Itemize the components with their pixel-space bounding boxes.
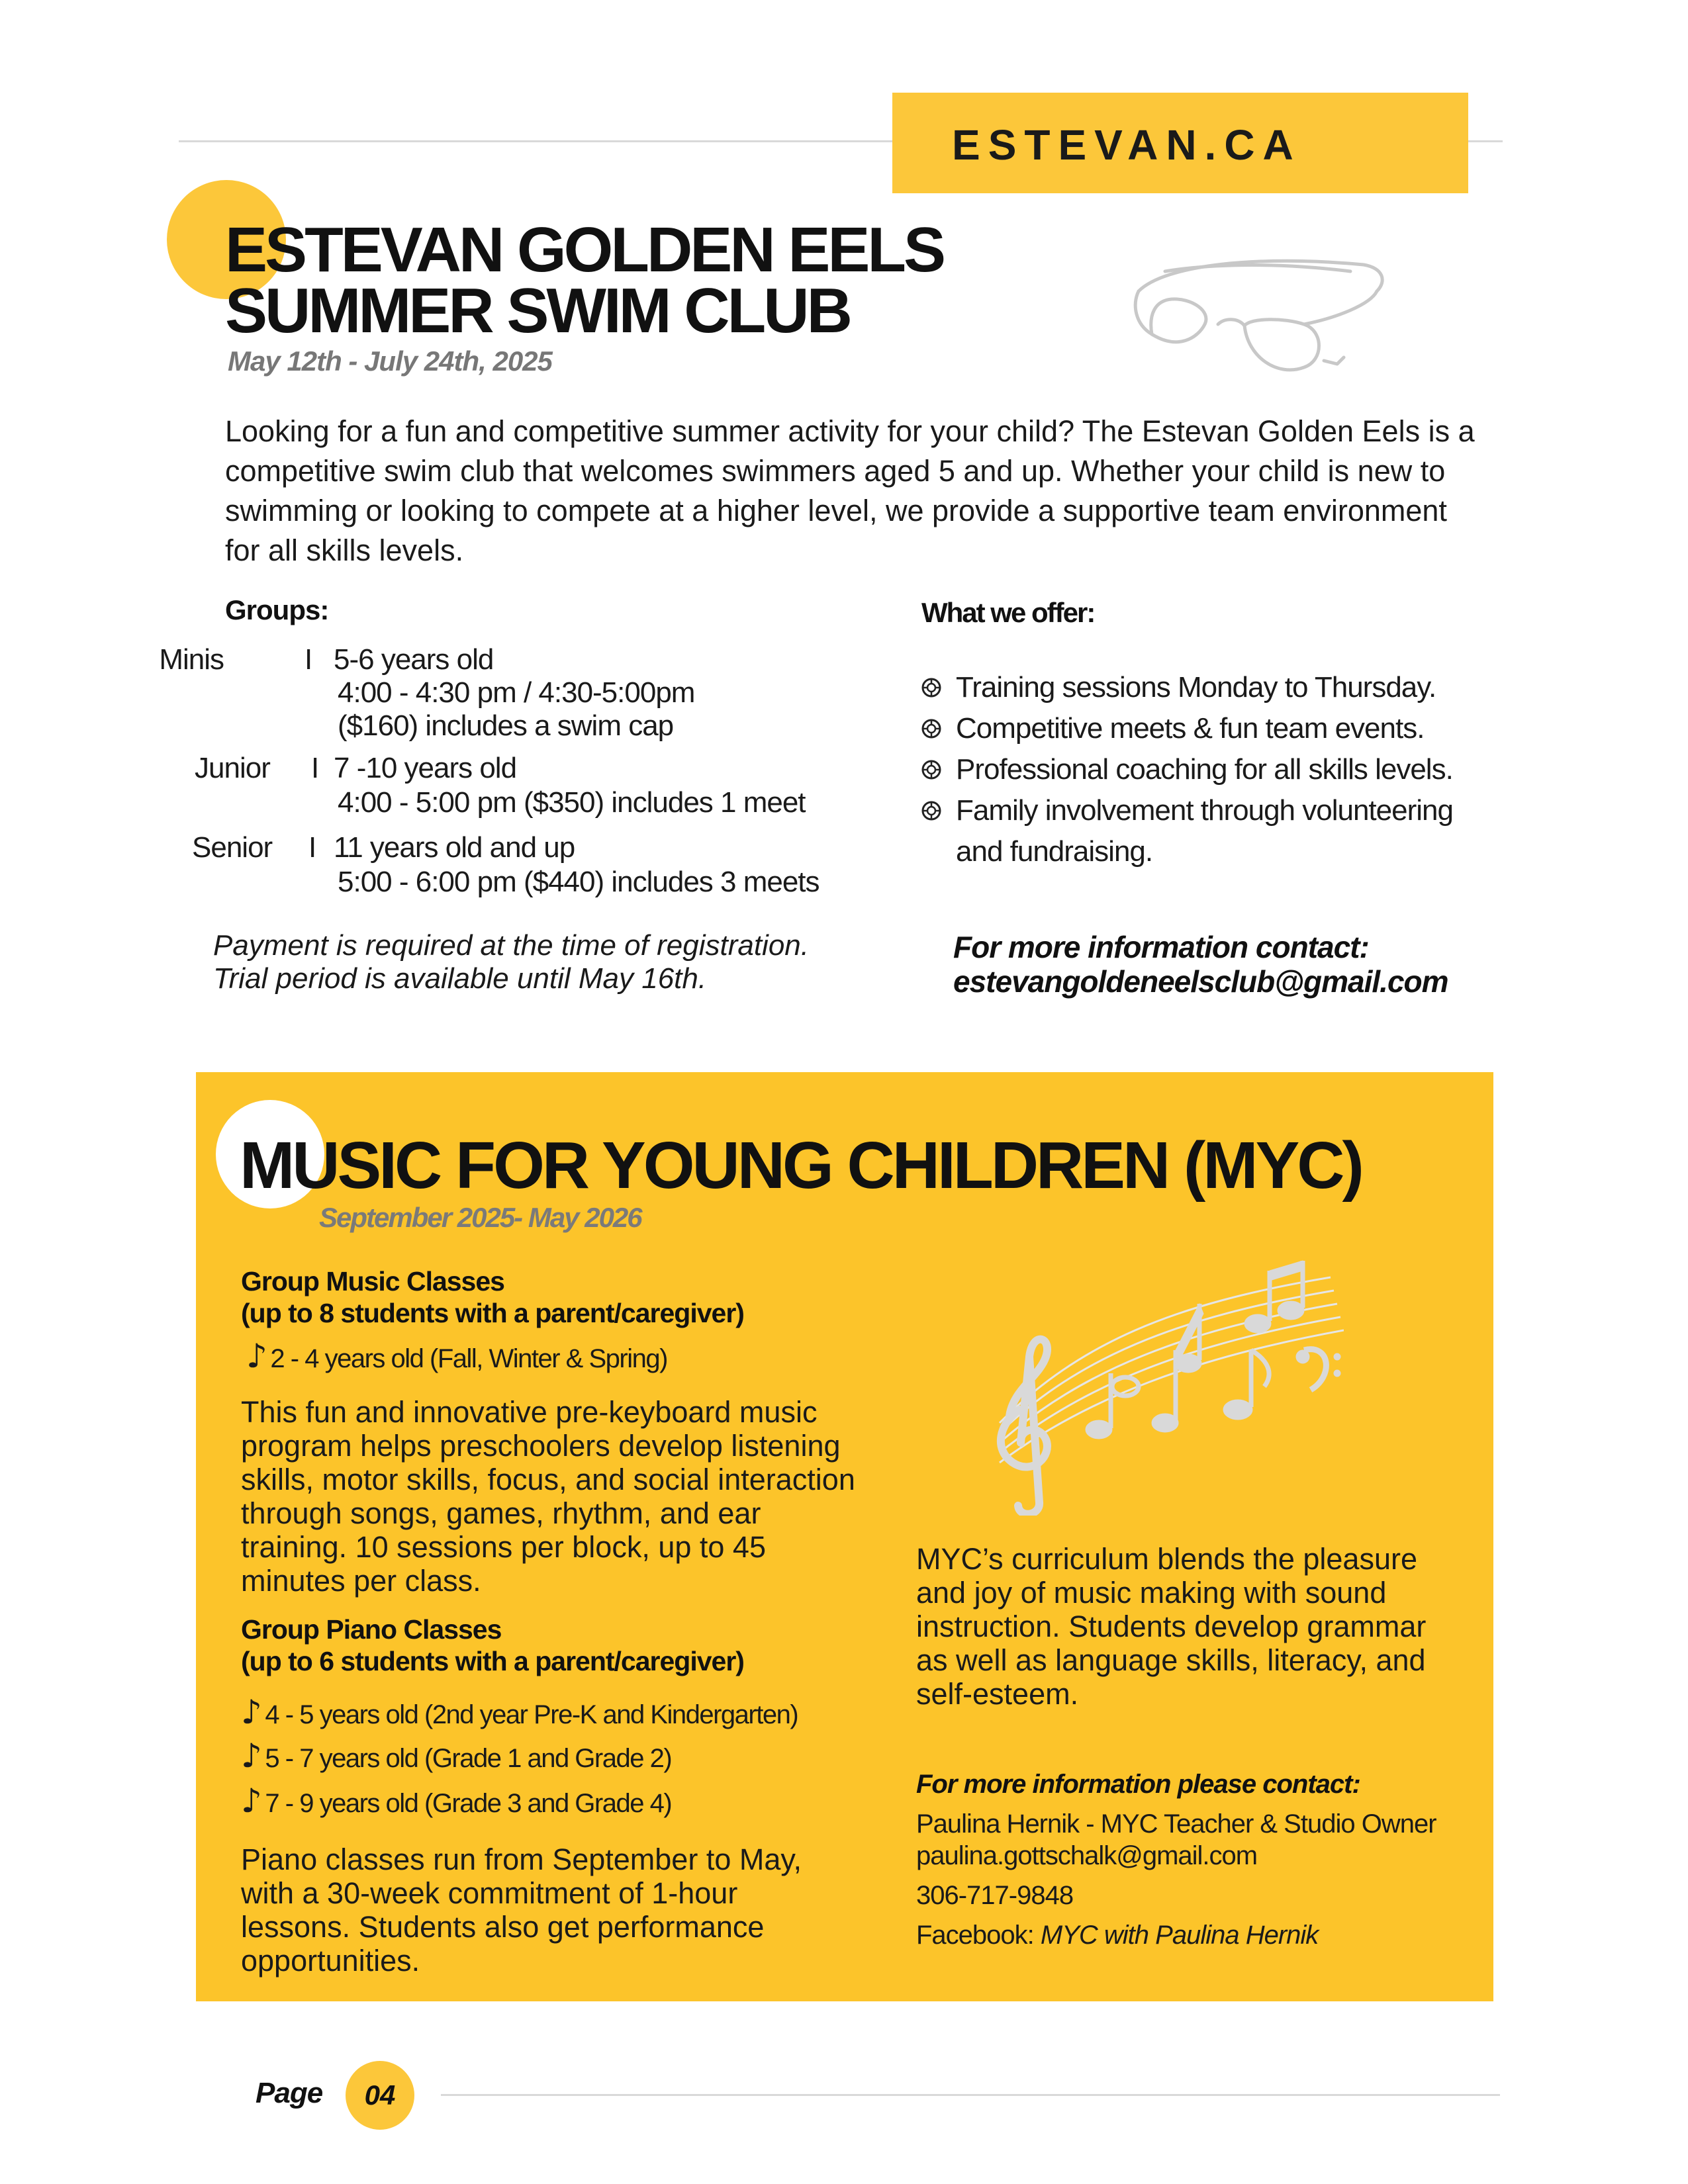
offer-bullet-icon — [920, 676, 943, 699]
group-music-description: This fun and innovative pre-keyboard music program helps preschoolers develop listening skills, motor skills, focus, and social interaction through songs, games, rhythm, and ear training. 10 sessions per block, up to 45 minutes per class. — [241, 1395, 855, 1598]
group-name: Minis — [159, 643, 224, 676]
group-age: 7 -10 years old — [334, 752, 517, 784]
group-separator: I — [305, 643, 313, 676]
payment-note — [213, 929, 809, 995]
group-music-heading — [241, 1265, 744, 1329]
group-piano-age — [241, 1693, 798, 1731]
offer-text: Training sessions Monday to Thursday. — [956, 671, 1436, 704]
group-music-age-text: 2 - 4 years old (Fall, Winter & Spring) — [270, 1344, 667, 1373]
offer-text: Professional coaching for all skills levels. — [956, 753, 1453, 786]
eighth-note-icon: ♪ — [246, 1337, 267, 1375]
group-piano-description: Piano classes run from September to May, with a 30-week commitment of 1-hour lessons. Students also get performance opportunities. — [241, 1843, 802, 1978]
group-piano-heading-line: Group Piano Classes — [241, 1614, 502, 1645]
group-age: 11 years old and up — [334, 831, 575, 864]
group-separator: I — [308, 831, 317, 864]
myc-facebook — [916, 1921, 1318, 1950]
payment-note-line: Payment is required at the time of registration. — [213, 929, 809, 962]
offer-bullet-icon — [920, 758, 943, 781]
group-separator: I — [311, 752, 320, 784]
swim-contact-email[interactable]: estevangoldeneelsclub@gmail.com — [953, 964, 1448, 999]
group-age: 5-6 years old — [334, 643, 494, 676]
offer-list — [916, 667, 1512, 872]
music-notes-illustration — [973, 1251, 1344, 1516]
offer-text: Competitive meets & fun team events. — [956, 712, 1425, 745]
swim-contact-heading: For more information contact: — [953, 930, 1369, 964]
group-music-age — [246, 1337, 667, 1375]
myc-title: MUSIC FOR YOUNG CHILDREN (MYC) — [240, 1128, 1362, 1203]
group-piano-age-text: 4 - 5 years old (2nd year Pre-K and Kindergarten) — [265, 1700, 798, 1729]
offer-bullet-icon — [920, 799, 943, 822]
myc-contact-name: Paulina Hernik - MYC Teacher & Studio Owner — [916, 1809, 1436, 1839]
page-number-badge: 04 — [346, 2061, 414, 2130]
group-schedule: 4:00 - 5:00 pm ($350) includes 1 meet — [338, 786, 806, 819]
page-label: Page — [256, 2077, 323, 2109]
offer-item — [916, 790, 1512, 872]
swim-title — [225, 214, 944, 346]
myc-dates: September 2025- May 2026 — [319, 1202, 641, 1233]
curriculum-description: MYC’s curriculum blends the pleasure and joy of music making with sound instruction. Students develop grammar as well as language skills, literacy, and self-esteem. — [916, 1542, 1427, 1711]
group-name: Junior — [195, 752, 270, 784]
offer-heading: What we offer: — [921, 597, 1095, 628]
swim-title-line-1: ESTEVAN GOLDEN EELS — [225, 214, 944, 285]
myc-contact-heading: For more information please contact: — [916, 1770, 1360, 1799]
offer-bullet-icon — [920, 717, 943, 740]
myc-contact-phone[interactable]: 306-717-9848 — [916, 1881, 1074, 1910]
eighth-note-icon: ♪ — [241, 1737, 261, 1775]
group-piano-heading-line: (up to 6 students with a parent/caregiver) — [241, 1646, 744, 1676]
offer-item — [916, 667, 1512, 708]
eighth-note-icon: ♪ — [241, 1693, 261, 1731]
group-piano-age — [241, 1737, 671, 1775]
offer-text: Family involvement through volunteering and fundraising. — [956, 794, 1453, 868]
group-fee: ($160) includes a swim cap — [338, 709, 674, 742]
group-music-heading-line: Group Music Classes — [241, 1266, 504, 1297]
facebook-label: Facebook: — [916, 1921, 1034, 1950]
site-badge[interactable] — [892, 93, 1468, 193]
offer-item — [916, 749, 1512, 790]
group-schedule: 5:00 - 6:00 pm ($440) includes 3 meets — [338, 866, 820, 898]
groups-heading: Groups: — [225, 594, 329, 625]
swim-title-line-2: SUMMER SWIM CLUB — [225, 275, 850, 346]
group-music-heading-line: (up to 8 students with a parent/caregiver) — [241, 1298, 744, 1328]
swim-intro: Looking for a fun and competitive summer activity for your child? The Estevan Golden Eels is a competitive swim club that welcomes swimmers aged 5 and up. Whether your child is new to swimming or looking to compete at a higher level, we provide a supportive team environment for all skills levels. — [225, 414, 1475, 567]
payment-note-line: Trial period is available until May 16th. — [213, 962, 707, 995]
goggles-illustration — [1125, 251, 1390, 390]
group-piano-age-text: 7 - 9 years old (Grade 3 and Grade 4) — [265, 1789, 672, 1818]
offer-item — [916, 708, 1512, 749]
eighth-note-icon: ♪ — [241, 1782, 261, 1820]
site-name: ESTEVAN.CA — [952, 121, 1301, 169]
footer-divider — [441, 2094, 1500, 2096]
group-piano-age-text: 5 - 7 years old (Grade 1 and Grade 2) — [265, 1744, 672, 1773]
myc-contact-email[interactable]: paulina.gottschalk@gmail.com — [916, 1841, 1258, 1870]
group-schedule: 4:00 - 4:30 pm / 4:30-5:00pm — [338, 676, 695, 709]
swim-dates: May 12th - July 24th, 2025 — [228, 345, 552, 377]
group-piano-age — [241, 1782, 671, 1820]
group-piano-heading — [241, 1614, 744, 1677]
group-name: Senior — [192, 831, 273, 864]
facebook-link[interactable]: MYC with Paulina Hernik — [1040, 1921, 1319, 1950]
